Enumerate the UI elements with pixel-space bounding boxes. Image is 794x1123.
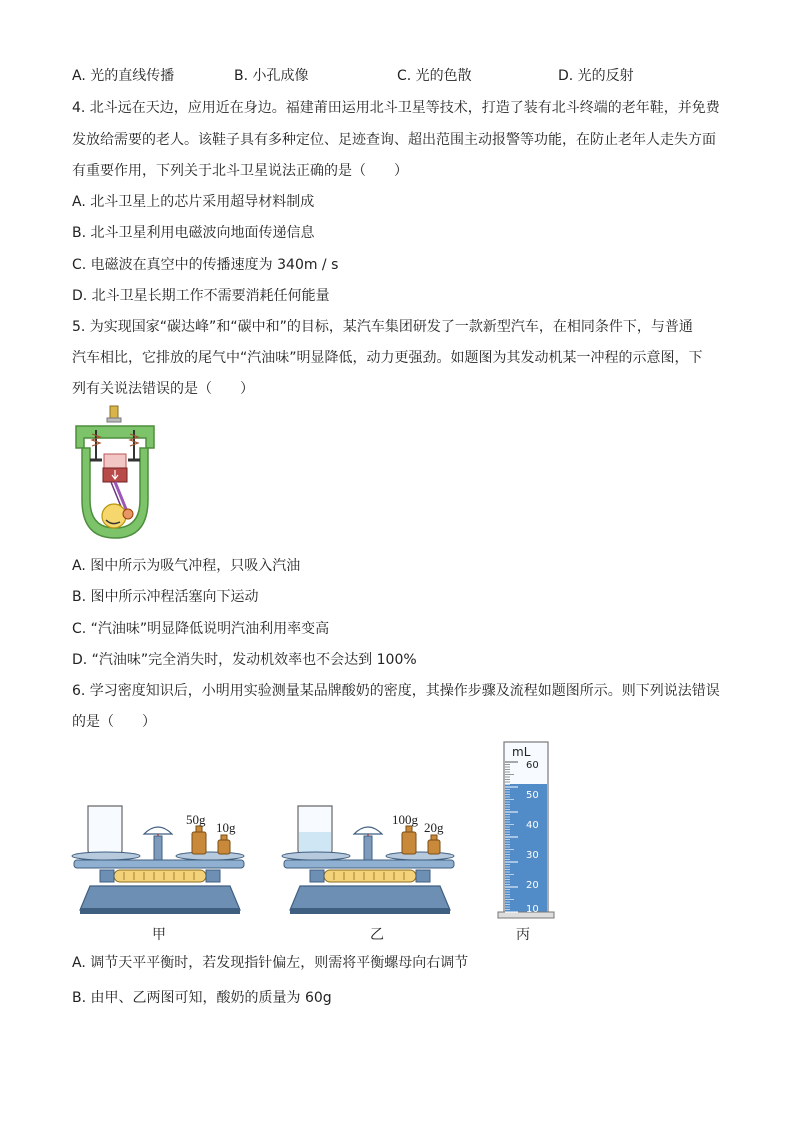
cylinder-tick-label-50: 50 bbox=[526, 790, 539, 801]
q5-stem-line-1: 5. 为实现国家“碳达峰”和“碳中和”的目标，某汽车集团研发了一款新型汽车，在相同条件下，与普通 bbox=[72, 319, 693, 335]
q4-option-d: D. 北斗卫星长期工作不需要消耗任何能量 bbox=[72, 288, 330, 304]
balance-base bbox=[80, 886, 240, 910]
weight-label-10g: 10g bbox=[216, 820, 236, 835]
balance-dial bbox=[354, 827, 382, 834]
caption-jia: 甲 bbox=[152, 927, 166, 943]
weight-label-20g: 20g bbox=[424, 820, 444, 835]
q5-option-c: C. “汽油味”明显降低说明汽油利用率变高 bbox=[72, 621, 330, 637]
yogurt-column bbox=[505, 784, 547, 913]
balance-yi-figure bbox=[280, 800, 465, 918]
balance-scale-bar bbox=[324, 870, 416, 882]
balance-dial bbox=[144, 827, 172, 834]
cylinder-tick-label-10: 10 bbox=[526, 904, 539, 915]
q4-stem-line-3: 有重要作用，下列关于北斗卫星说法正确的是（ ） bbox=[72, 163, 408, 179]
caption-bing: 丙 bbox=[516, 927, 530, 943]
q3-option-c: C. 光的色散 bbox=[397, 68, 472, 84]
q6-stem-line-1: 6. 学习密度知识后，小明用实验测量某品牌酸奶的密度，其操作步骤及流程如题图所示。则下列说法错误 bbox=[72, 683, 720, 699]
q3-option-b: B. 小孔成像 bbox=[234, 68, 309, 84]
empty-beaker-icon bbox=[88, 806, 122, 854]
weight-10g-icon bbox=[218, 840, 230, 854]
engine-stroke-figure bbox=[70, 404, 160, 544]
q4-option-c: C. 电磁波在真空中的传播速度为 340m / s bbox=[72, 257, 339, 273]
cylinder-tick-label-20: 20 bbox=[526, 880, 539, 891]
cylinder-tick-label-30: 30 bbox=[526, 850, 539, 861]
q5-stem-line-2: 汽车相比，它排放的尾气中“汽油味”明显降低，动力更强劲。如题图为其发动机某一冲程的示意图，下 bbox=[72, 350, 703, 366]
q4-option-a: A. 北斗卫星上的芯片采用超导材料制成 bbox=[72, 194, 315, 210]
balance-scale-bar bbox=[114, 870, 206, 882]
q6-option-b: B. 由甲、乙两图可知，酸奶的质量为 60g bbox=[72, 990, 332, 1006]
combustion-chamber bbox=[104, 454, 126, 468]
balance-jia-figure bbox=[70, 800, 255, 918]
weight-100g-icon bbox=[402, 832, 416, 854]
graduated-cylinder-figure bbox=[496, 740, 556, 920]
q5-option-a: A. 图中所示为吸气冲程，只吸入汽油 bbox=[72, 558, 301, 574]
q5-option-d: D. “汽油味”完全消失时，发动机效率也不会达到 100% bbox=[72, 652, 417, 668]
q4-option-b: B. 北斗卫星利用电磁波向地面传递信息 bbox=[72, 225, 315, 241]
weight-50g-icon bbox=[192, 832, 206, 854]
weight-label-50g: 50g bbox=[186, 812, 206, 827]
q6-option-a: A. 调节天平平衡时，若发现指针偏左，则需将平衡螺母向右调节 bbox=[72, 955, 469, 971]
cylinder-tick-label-60: 60 bbox=[526, 760, 539, 771]
weight-label-100g: 100g bbox=[392, 812, 418, 827]
q3-option-d: D. 光的反射 bbox=[558, 68, 634, 84]
q5-stem-line-3: 列有关说法错误的是（ ） bbox=[72, 381, 254, 397]
q3-option-a: A. 光的直线传播 bbox=[72, 68, 175, 84]
crankshaft bbox=[102, 504, 126, 528]
cylinder-unit-label: mL bbox=[512, 745, 531, 759]
q5-option-b: B. 图中所示冲程活塞向下运动 bbox=[72, 589, 259, 605]
balance-base bbox=[290, 886, 450, 910]
cylinder-tick-label-40: 40 bbox=[526, 820, 539, 831]
weight-20g-icon bbox=[428, 840, 440, 854]
cylinder-head bbox=[76, 426, 154, 448]
q6-stem-line-2: 的是（ ） bbox=[72, 714, 156, 730]
q4-stem-line-1: 4. 北斗远在天边，应用近在身边。福建莆田运用北斗卫星等技术，打造了装有北斗终端的老年鞋，并免费 bbox=[72, 100, 720, 116]
caption-yi: 乙 bbox=[370, 927, 384, 943]
q4-stem-line-2: 发放给需要的老人。该鞋子具有多种定位、足迹查询、超出范围主动报警等功能，在防止老年人走失方面 bbox=[72, 132, 716, 148]
